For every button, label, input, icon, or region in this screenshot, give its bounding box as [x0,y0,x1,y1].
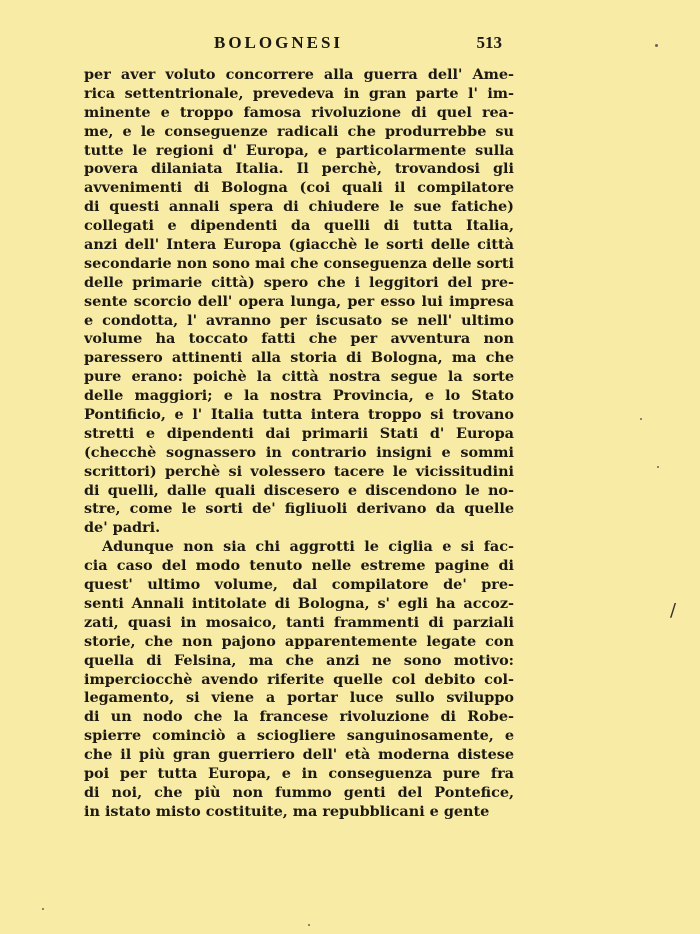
text-line: stre, come le sorti de' figliuoli derivano da quelle [84,500,514,518]
text-line: paressero attinenti alla storia di Bologna, ma che [84,349,514,367]
page-header [84,33,514,57]
text-line: Adunque non sia chi aggrotti le ciglia e si fac- [102,538,514,556]
paper-speck [42,908,44,910]
text-line: di un nodo che la francese rivoluzione di Robe- [84,708,514,726]
text-line: stretti e dipendenti dai primarii Stati d' Europa [84,424,514,442]
text-line: di quelli, dalle quali discesero e discendono le no- [84,481,514,499]
text-line: collegati e dipendenti da quelli di tutta Italia, [84,217,514,235]
text-line: Pontificio, e l' Italia tutta intera troppo si trovano [84,406,514,424]
text-line: quella di Felsina, ma che anzi ne sono motivo: [84,651,514,669]
text-line: delle maggiori; e la nostra Provincia, e lo Stato [84,387,514,405]
text-line: poi per tutta Europa, e in conseguenza pure fra [84,764,514,782]
body-text [84,66,514,822]
paper-speck [657,466,659,468]
text-line: spierre cominciò a sciogliere sanguinosamente, e [84,727,514,745]
text-line: e condotta, l' avranno per iscusato se nell' ultimo [84,311,514,329]
text-line: povera dilaniata Italia. Il perchè, trovandosi gli [84,160,514,178]
text-line: cia caso del modo tenuto nelle estreme pagine di [84,557,514,575]
paragraph-1 [84,66,514,538]
text-line: minente e troppo famosa rivoluzione di quel rea- [84,103,514,121]
text-line: de' padri. [84,519,161,537]
text-line: scrittori) perchè si volessero tacere le vicissitudini [84,462,514,480]
text-line: volume ha toccato fatti che per avventura non [84,330,514,348]
text-line: delle primarie città) spero che i leggitori del pre- [84,273,514,291]
text-line: rica settentrionale, prevedeva in gran parte l' im- [84,84,514,102]
text-line: imperciocchè avendo riferite quelle col debito col- [84,670,514,688]
margin-pencil-mark: / [670,600,677,621]
text-line: sente scorcio dell' opera lunga, per esso lui impresa [84,292,514,310]
paragraph-2 [84,538,514,821]
text-line: legamento, si viene a portar luce sullo sviluppo [84,689,514,707]
text-line: avvenimenti di Bologna (coi quali il compilatore [84,179,514,197]
text-line: pure erano: poichè la città nostra segue la sorte [84,368,514,386]
paper-speck [655,44,658,47]
text-line: che il più gran guerriero dell' età moderna distese [84,746,514,764]
text-line: per aver voluto concorrere alla guerra dell' Ame- [84,66,514,83]
text-line: storie, che non pajono apparentemente legate con [84,632,514,650]
paper-speck [308,924,310,926]
text-line: in istato misto costituite, ma repubblicani e gente [84,802,490,820]
paper-speck [640,418,642,420]
page-number: 513 [476,33,502,52]
text-line: senti Annali intitolate di Bologna, s' egli ha accoz- [84,594,514,612]
text-line: (checchè sognassero in contrario insigni e sommi [84,443,514,461]
text-line: anzi dell' Intera Europa (giacchè le sorti delle città [84,236,514,254]
text-line: me, e le conseguenze radicali che produrrebbe su [84,122,514,140]
text-line: quest' ultimo volume, dal compilatore de' pre- [84,576,514,594]
text-line: zati, quasi in mosaico, tanti frammenti di parziali [84,613,514,631]
text-line: di questi annali spera di chiudere le sue fatiche) [84,198,514,216]
text-line: secondarie non sono mai che conseguenza delle sorti [84,254,514,272]
text-line: di noi, che più non fummo genti del Pontefice, [84,783,514,801]
running-title: BOLOGNESI [214,33,344,52]
text-line: tutte le regioni d' Europa, e particolarmente sulla [84,141,514,159]
